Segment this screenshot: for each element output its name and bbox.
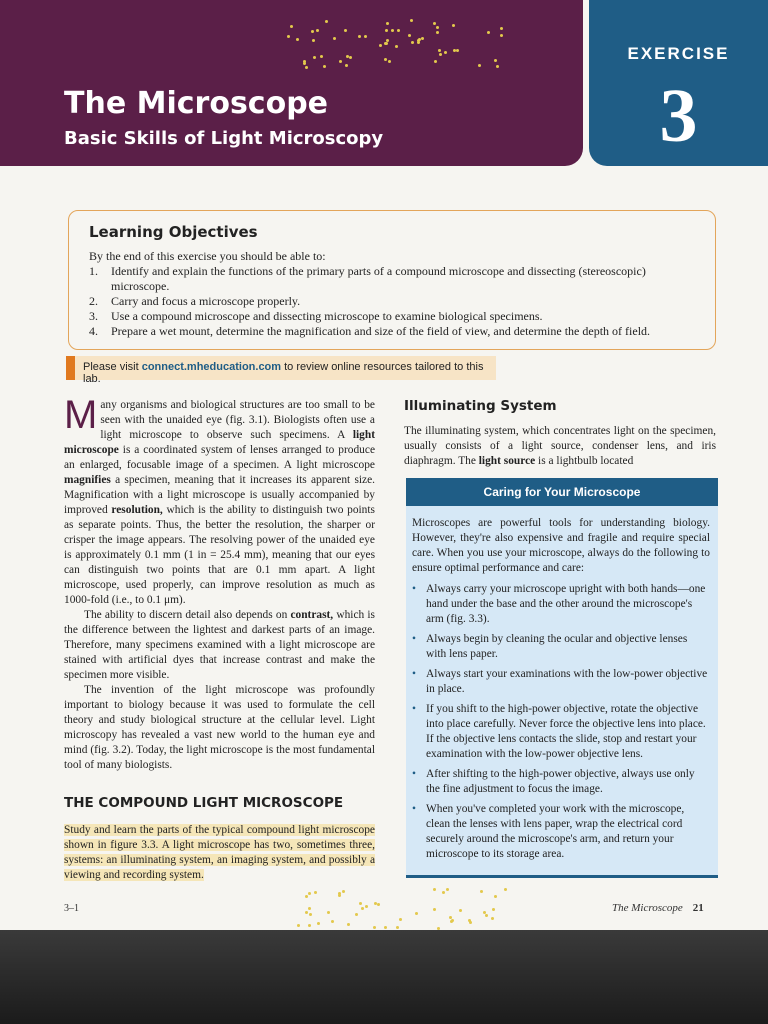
decorative-dot <box>305 66 308 69</box>
decorative-dot <box>450 920 453 923</box>
decorative-dot <box>355 913 358 916</box>
decorative-dot <box>344 29 347 32</box>
decorative-dot <box>492 908 495 911</box>
decorative-dot <box>386 39 389 42</box>
decorative-dot <box>349 56 352 59</box>
decorative-dot <box>446 888 449 891</box>
decorative-dot <box>323 65 326 68</box>
decorative-dot <box>396 926 399 929</box>
exercise-badge <box>589 0 768 166</box>
objective-item: 3. Use a compound microscope and dissecting microscope to examine biological specimens. <box>89 309 543 323</box>
scan-shadow <box>0 930 768 1024</box>
decorative-dot <box>308 892 311 895</box>
decorative-dot <box>345 64 348 67</box>
decorative-dot <box>397 29 400 32</box>
caring-for-microscope-box <box>406 478 718 878</box>
care-tip: • Always start your examinations with the low-power objective in place. <box>412 668 708 695</box>
compound-microscope-heading: THE COMPOUND LIGHT MICROSCOPE <box>64 795 344 811</box>
online-resources-banner <box>66 356 496 385</box>
objective-item: 1. Identify and explain the functions of the primary parts of a compound microscope and dissecting (stereoscopic) microscope. <box>89 264 646 293</box>
page-number: 21 <box>692 902 704 914</box>
decorative-dot <box>287 35 290 38</box>
decorative-dot <box>433 908 436 911</box>
drop-cap: M <box>64 393 98 437</box>
decorative-dot <box>421 37 424 40</box>
intro-paragraph-1: Many organisms and biological structures are too small to be seen with the unaided eye (fig. 3.1). Biologists often use a light microscope to observe such specimens. A light microscope is a coordinated system of lenses arranged to produce an enlarged, focusable image of a specimen. A light microscope magnifies a specimen, meaning that it increases its apparent size. Magnification with a light microscope is usually accompanied by improved resolution, which is the ability to distinguish two points as separate points. Thus, the better the resolution, the sharper or crisper the image appears. The resolving power of the unaided eye is approximately 0.1 mm (1 in = 25.4 mm), meaning that our eyes can distinguish two points that are 0.1 mm apart. A light microscope, used properly, can improve resolution as much as 1000-fold (i.e., to 0.1 μm). <box>64 393 375 606</box>
decorative-dot <box>500 34 503 37</box>
decorative-dot <box>480 890 483 893</box>
decorative-dot <box>436 26 439 29</box>
decorative-dot <box>494 895 497 898</box>
decorative-dot <box>434 60 437 63</box>
decorative-dot <box>388 60 391 63</box>
decorative-dot <box>433 888 436 891</box>
header-band <box>0 0 583 166</box>
decorative-dot <box>417 41 420 44</box>
decorative-dot <box>410 19 413 22</box>
page-subtitle: Basic Skills of Light Microscopy <box>64 128 384 149</box>
decorative-dot <box>436 31 439 34</box>
decorative-dot <box>320 55 323 58</box>
decorative-dots-bottom <box>285 888 515 936</box>
decorative-dot <box>500 27 503 30</box>
decorative-dot <box>377 903 380 906</box>
decorative-dot <box>504 888 507 891</box>
learning-objectives-list <box>89 264 699 339</box>
decorative-dot <box>444 51 447 54</box>
intro-column <box>64 393 375 773</box>
decorative-dot <box>305 911 308 914</box>
learning-objectives-box <box>68 210 716 350</box>
decorative-dot <box>496 65 499 68</box>
objective-item: 2. Carry and focus a microscope properly. <box>89 294 301 308</box>
exercise-label: EXERCISE <box>627 44 730 63</box>
decorative-dot <box>408 34 411 37</box>
decorative-dot <box>364 35 367 38</box>
decorative-dot <box>491 917 494 920</box>
caring-box-title: Caring for Your Microscope <box>406 478 718 506</box>
decorative-dot <box>314 891 317 894</box>
caring-box-list <box>412 582 710 862</box>
decorative-dot <box>358 35 361 38</box>
decorative-dot <box>308 907 311 910</box>
exercise-number: 3 <box>659 74 698 158</box>
illuminating-system-text: The illuminating system, which concentrates light on the specimen, usually consists of a light source, condenser lens, and iris diaphragm. The light source is a lightbulb located <box>404 425 716 467</box>
decorative-dot <box>478 64 481 67</box>
decorative-dot <box>313 56 316 59</box>
decorative-dot <box>339 60 342 63</box>
decorative-dot <box>411 41 414 44</box>
intro-paragraph-2: The ability to discern detail also depends on contrast, which is the difference between the lightest and darkest parts of an image. Therefore, many specimens examined with a light microscope are stained with artificial dyes that increase contrast and make the specimen more visible. <box>64 609 375 681</box>
decorative-dot <box>395 45 398 48</box>
decorative-dot <box>433 22 436 25</box>
decorative-dot <box>303 62 306 65</box>
decorative-dot <box>391 29 394 32</box>
care-tip: • Always carry your microscope upright with both hands—one hand under the base and the other around the microscope's arm (fig. 3.3). <box>412 583 706 625</box>
running-title: The Microscope <box>612 902 683 914</box>
intro-paragraph-3: The invention of the light microscope was profoundly important to biology because it was used to formulate the cell theory and study biological structure at the cellular level. Light microscopy has revealed a vast new world to the human eye and mind (fig. 3.2). Today, the light microscope is the most fundamental tool of many biologists. <box>64 684 375 771</box>
decorative-dot <box>439 53 442 56</box>
decorative-dot <box>346 55 349 58</box>
care-tip: • When you've completed your work with the microscope, clean the lenses with lens paper, wrap the electrical cord securely around the microscope's arm, and return your microscope to its storage area. <box>412 803 685 860</box>
decorative-dot <box>317 922 320 925</box>
decorative-dot <box>374 902 377 905</box>
decorative-dot <box>384 58 387 61</box>
decorative-dot <box>325 20 328 23</box>
decorative-dot <box>296 38 299 41</box>
decorative-dot <box>311 30 314 33</box>
decorative-dot <box>316 29 319 32</box>
decorative-dot <box>338 894 341 897</box>
decorative-dot <box>487 31 490 34</box>
decorative-dot <box>359 902 362 905</box>
decorative-dot <box>312 39 315 42</box>
decorative-dot <box>494 59 497 62</box>
decorative-dot <box>385 29 388 32</box>
caring-box-intro: Microscopes are powerful tools for understanding biology. However, they're also expensive and fragile and require special care. When you use your microscope, always do the following to ensure optimal performance and care: <box>412 517 710 574</box>
illuminating-system-section <box>404 398 716 469</box>
decorative-dot <box>384 42 387 45</box>
decorative-dot <box>342 890 345 893</box>
decorative-dot <box>290 25 293 28</box>
learning-objectives-intro: By the end of this exercise you should be able to: <box>89 249 326 263</box>
decorative-dot <box>297 924 300 927</box>
decorative-dot <box>438 49 441 52</box>
decorative-dot <box>379 44 382 47</box>
decorative-dot <box>452 24 455 27</box>
decorative-dot <box>456 49 459 52</box>
connect-link[interactable]: connect.mheducation.com <box>141 361 282 373</box>
decorative-dot <box>415 912 418 915</box>
care-tip: • Always begin by cleaning the ocular and objective lenses with lens paper. <box>412 633 688 660</box>
decorative-dots-top <box>285 18 515 72</box>
banner-accent-bar <box>66 356 75 380</box>
decorative-dot <box>399 918 402 921</box>
compound-microscope-text: Study and learn the parts of the typical compound light microscope shown in figure 3.3. A light microscope has two, sometimes three, systems: an illuminating system, an imaging system, and possibly a viewing and recording system. <box>64 824 375 881</box>
decorative-dot <box>331 920 334 923</box>
decorative-dot <box>442 891 445 894</box>
decorative-dot <box>305 895 308 898</box>
decorative-dot <box>468 919 471 922</box>
illuminating-system-heading: Illuminating System <box>404 398 557 414</box>
decorative-dot <box>347 923 350 926</box>
decorative-dot <box>361 907 364 910</box>
caring-box-bottom-rule <box>406 875 718 878</box>
objective-item: 4. Prepare a wet mount, determine the magnification and size of the field of view, and determine the depth of field. <box>89 324 651 338</box>
decorative-dot <box>386 22 389 25</box>
decorative-dot <box>459 909 462 912</box>
learning-objectives-title: Learning Objectives <box>89 223 258 241</box>
page-code: 3–1 <box>64 903 79 914</box>
decorative-dot <box>333 37 336 40</box>
care-tip: • After shifting to the high-power objective, always use only the fine adjustment to focus the image. <box>412 768 695 795</box>
care-tip: • If you shift to the high-power objective, rotate the objective into place carefully. Never force the objective lens into place. If the objective lens contacts the slide, stop and restart your examination with the low-power objective lens. <box>412 703 706 760</box>
decorative-dot <box>483 911 486 914</box>
decorative-dot <box>327 911 330 914</box>
decorative-dot <box>485 914 488 917</box>
banner-text: Please visit connect.mheducation.com to review online resources tailored to this lab. <box>83 361 484 385</box>
decorative-dot <box>308 924 311 927</box>
decorative-dot <box>365 905 368 908</box>
running-footer <box>612 902 704 914</box>
decorative-dot <box>373 926 376 929</box>
decorative-dot <box>309 913 312 916</box>
decorative-dot <box>384 926 387 929</box>
page-title: The Microscope <box>64 86 329 121</box>
decorative-dot <box>453 49 456 52</box>
